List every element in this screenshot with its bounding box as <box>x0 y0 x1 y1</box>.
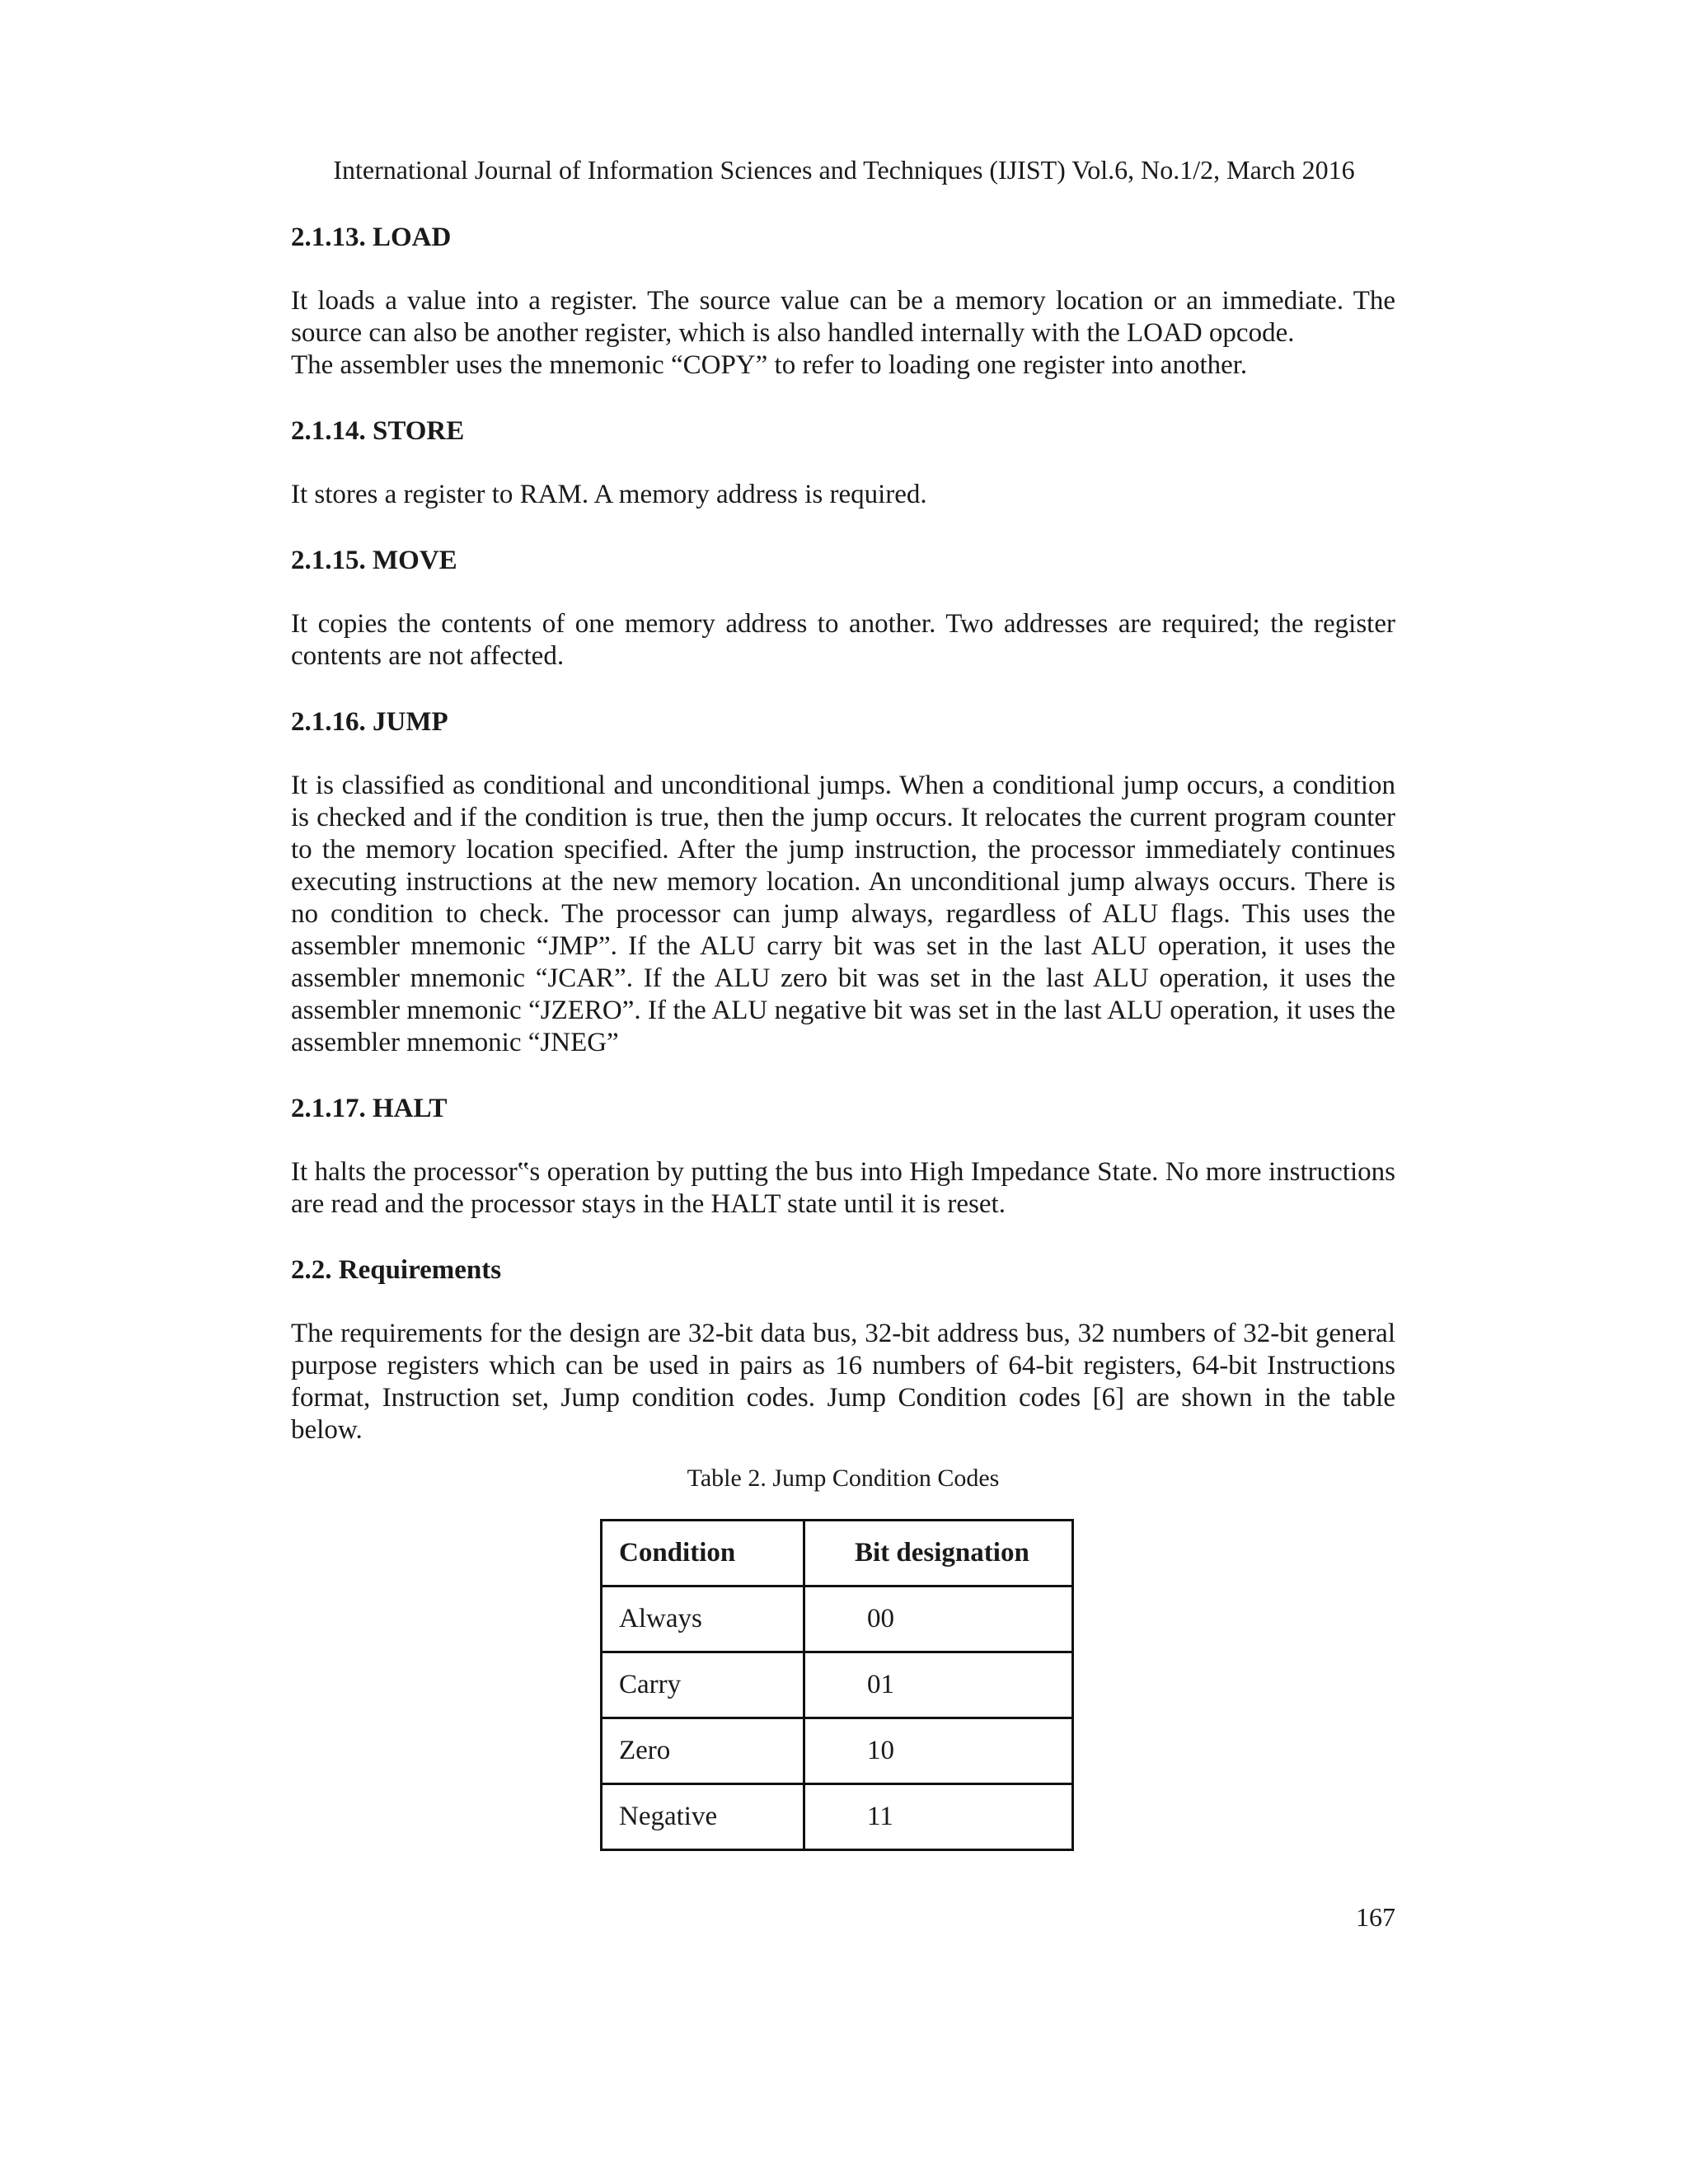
table-cell: Carry <box>602 1652 804 1718</box>
paragraph-store: It stores a register to RAM. A memory address is required. <box>291 480 927 509</box>
section-store <box>291 415 1395 511</box>
paragraph-move: It copies the contents of one memory address to another. Two addresses are required; the register contents are not affected. <box>291 609 1395 671</box>
table-cell: 10 <box>804 1718 1073 1784</box>
section-heading-requirements: 2.2. Requirements <box>291 1255 502 1285</box>
table-row <box>602 1784 1073 1850</box>
table-cell: 00 <box>804 1586 1073 1652</box>
table-header-row <box>602 1521 1073 1586</box>
table-cell: Zero <box>602 1718 804 1784</box>
table-cell: 01 <box>804 1652 1073 1718</box>
paragraph-requirements: The requirements for the design are 32-bit data bus, 32-bit address bus, 32 numbers of 32-bit general purpose registers which can be used in pairs as 16 numbers of 64-bit registers, 64-bit Instructions format, Instruction set, Jump condition codes. Jump Condition codes [6] are shown in the table below. <box>291 1319 1395 1445</box>
spacer <box>291 673 1395 705</box>
paragraph-load-line-2: The assembler uses the mnemonic “COPY” to refer to loading one register into another. <box>291 350 1248 380</box>
jump-condition-table <box>600 1519 1074 1851</box>
table-cell: Always <box>602 1586 804 1652</box>
section-heading-jump: 2.1.16. JUMP <box>291 707 448 737</box>
paragraph-halt: It halts the processor‟s operation by putting the bus into High Impedance State. No more instructions are read and the processor stays in the HALT state until it is reset. <box>291 1157 1395 1219</box>
page-number: 167 <box>1356 1902 1395 1932</box>
table-cell: Negative <box>602 1784 804 1850</box>
table-row <box>602 1586 1073 1652</box>
section-jump <box>291 705 1395 1059</box>
running-header: International Journal of Information Sciences and Techniques (IJIST) Vol.6, No.1/2, March 2016 <box>333 155 1355 185</box>
table-cell: 11 <box>804 1784 1073 1850</box>
table-header-cell: Condition <box>602 1521 804 1586</box>
section-move <box>291 544 1395 673</box>
table-row <box>602 1652 1073 1718</box>
table-caption: Table 2. Jump Condition Codes <box>687 1465 1000 1492</box>
spacer <box>291 1221 1395 1254</box>
section-heading-load: 2.1.13. LOAD <box>291 223 452 252</box>
table-row <box>602 1718 1073 1784</box>
main-column <box>291 221 1395 1851</box>
section-requirements <box>291 1254 1395 1446</box>
spacer <box>291 382 1395 415</box>
paragraph-jump: It is classified as conditional and unconditional jumps. When a conditional jump occurs, a condition is checked and if the condition is true, then the jump occurs. It relocates the current program counter to the memory location specified. After the jump instruction, the processor immediately continues executing instructions at the new memory location. An unconditional jump always occurs. There is no condition to check. The processor can jump always, regardless of ALU flags. This uses the assembler mnemonic “JMP”. If the ALU carry bit was set in the last ALU operation, it uses the assembler mnemonic “JCAR”. If the ALU zero bit was set in the last ALU operation, it uses the assembler mnemonic “JZERO”. If the ALU negative bit was set in the last ALU operation, it uses the assembler mnemonic “JNEG” <box>291 771 1395 1057</box>
spacer <box>291 511 1395 544</box>
section-heading-move: 2.1.15. MOVE <box>291 546 457 575</box>
paragraph-load: It loads a value into a register. The source value can be a memory location or an immediate. The source can also be another register, which is also handled internally with the LOAD opcode. <box>291 286 1395 348</box>
section-load <box>291 221 1395 382</box>
section-halt <box>291 1092 1395 1221</box>
spacer <box>291 1059 1395 1092</box>
table-header-cell: Bit designation <box>804 1521 1073 1586</box>
section-heading-store: 2.1.14. STORE <box>291 416 465 446</box>
section-heading-halt: 2.1.17. HALT <box>291 1094 448 1123</box>
